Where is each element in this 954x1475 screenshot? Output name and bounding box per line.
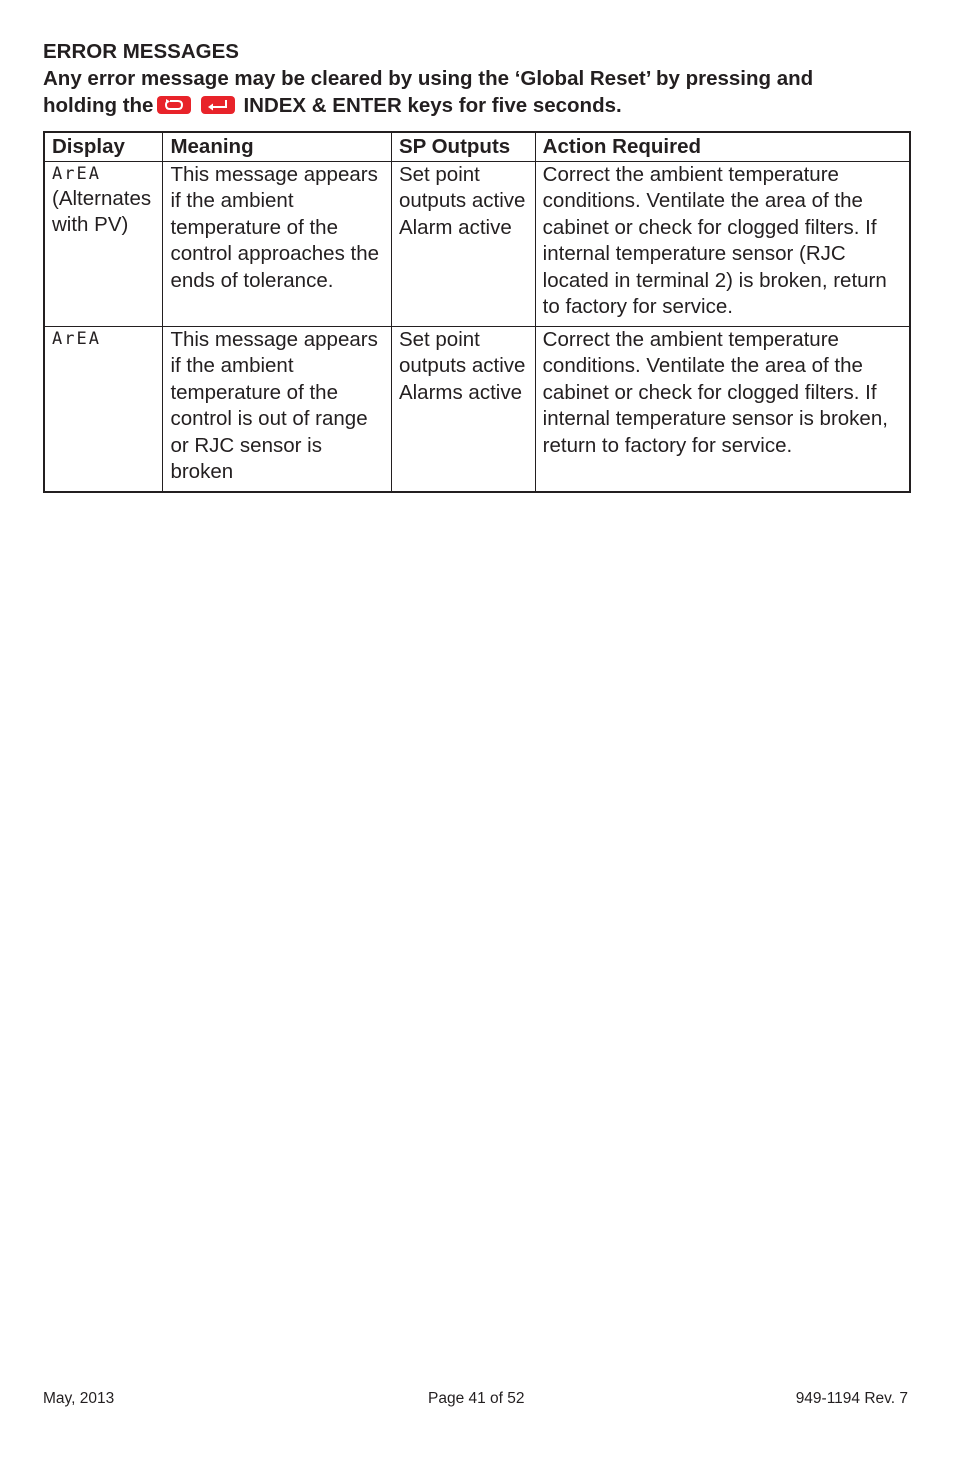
display-note: (Alternates with PV): [52, 186, 152, 236]
table-row: [44, 161, 910, 326]
instruction-line-2-suffix: INDEX & ENTER keys for five seconds.: [243, 94, 622, 117]
instruction-line-2-prefix: holding the: [43, 94, 154, 117]
display-code: ArEA: [52, 328, 101, 349]
sp-outputs-cell: Set point outputs active Alarm active: [391, 161, 535, 326]
display-code: ArEA: [52, 163, 101, 184]
footer-page-number: Page 41 of 52: [428, 1390, 525, 1407]
display-cell: [44, 326, 163, 492]
error-messages-heading: [43, 38, 923, 119]
action-cell: Correct the ambient temperature conditions. Ventilate the area of the cabinet or check for clogged filters. If internal temperature sensor (RJC located in terminal 2) is broken, return to factory for service.: [535, 161, 910, 326]
sp-outputs-cell: Set point outputs active Alarms active: [391, 326, 535, 492]
meaning-cell: This message appears if the ambient temperature of the control approaches the ends of tolerance.: [163, 161, 391, 326]
table-header-row: [44, 132, 910, 161]
instruction-line-1: Any error message may be cleared by using the ‘Global Reset’ by pressing and: [43, 67, 814, 90]
display-cell: [44, 161, 163, 326]
footer-date: May, 2013: [43, 1390, 115, 1407]
meaning-cell: This message appears if the ambient temperature of the control is out of range or RJC sensor is broken: [163, 326, 391, 492]
footer-document-revision: 949-1194 Rev. 7: [795, 1390, 908, 1407]
column-header-sp-outputs: SP Outputs: [391, 132, 535, 161]
error-messages-table: [43, 131, 911, 493]
table-row: [44, 326, 910, 492]
column-header-meaning: Meaning: [163, 132, 391, 161]
column-header-action-required: Action Required: [535, 132, 910, 161]
action-cell: Correct the ambient temperature conditions. Ventilate the area of the cabinet or check for clogged filters. If internal temperature sensor is broken, return to factory for service.: [535, 326, 910, 492]
section-title: ERROR MESSAGES: [43, 40, 239, 63]
instruction-line-2: [43, 92, 923, 119]
index-key-icon: [157, 96, 191, 114]
column-header-display: Display: [44, 132, 163, 161]
enter-key-icon: [201, 96, 235, 114]
